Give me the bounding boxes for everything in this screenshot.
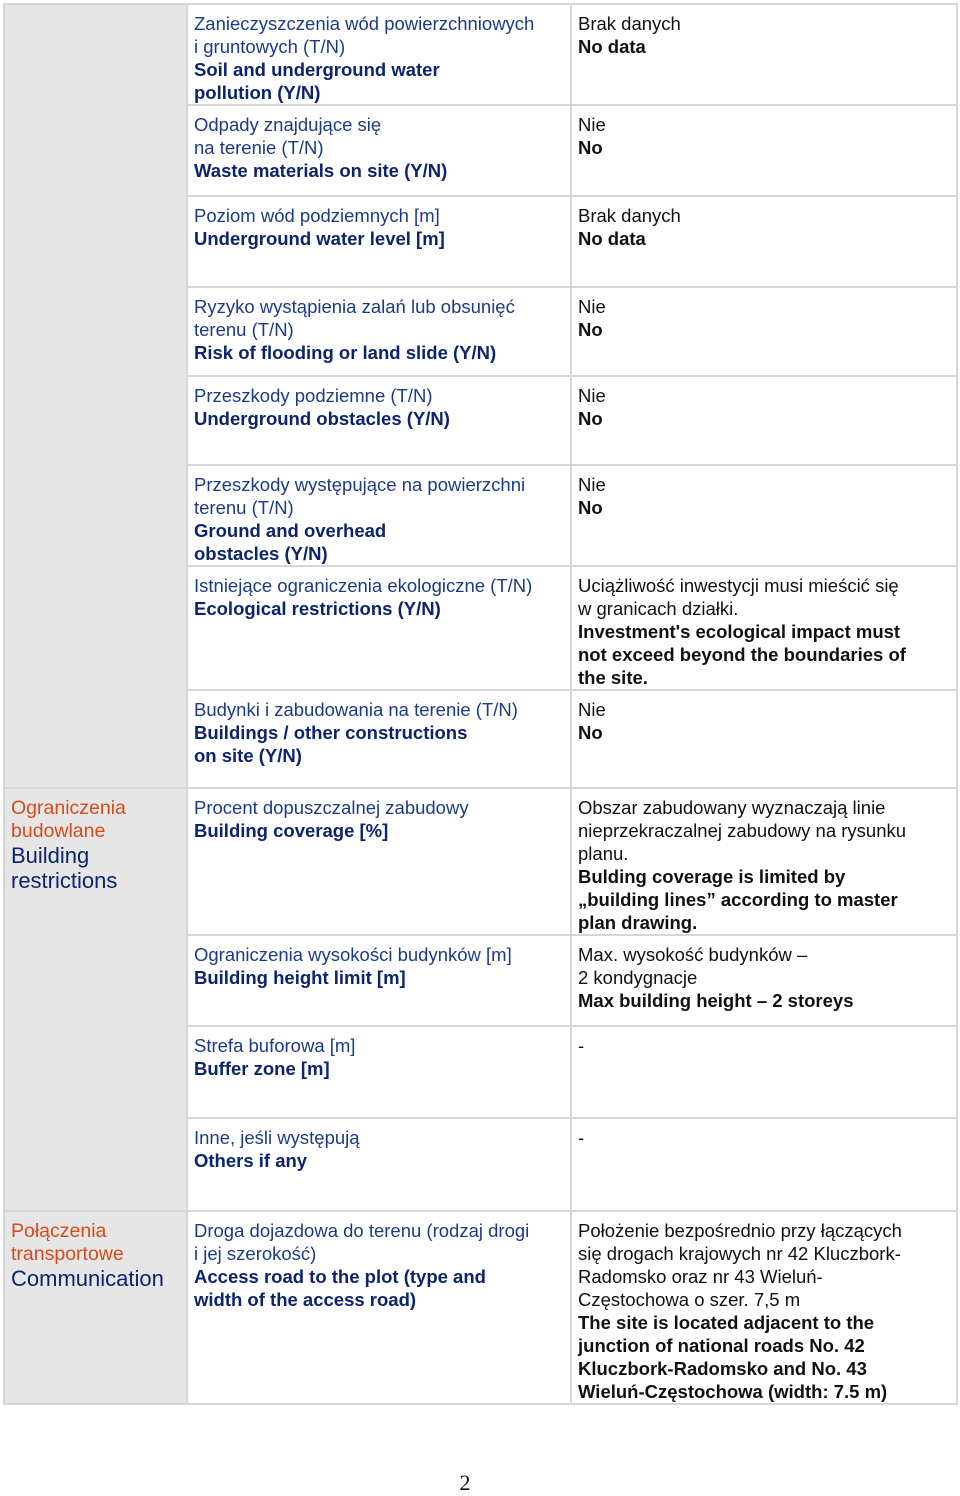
page-number: 2 — [459, 1470, 471, 1495]
value-en-line: No data — [578, 228, 646, 249]
value-pl-line: nieprzekraczalnej zabudowy na rysunku — [578, 820, 907, 841]
value-en-line: No — [578, 497, 603, 518]
value-cell — [571, 690, 957, 788]
value-pl-line: Radomsko oraz nr 43 Wieluń- — [578, 1266, 823, 1287]
parameter-en-line: width of the access road) — [194, 1289, 417, 1310]
value-pl-line: Brak danych — [578, 13, 681, 34]
parameter-cell — [187, 196, 571, 287]
value-en-line: junction of national roads No. 42 — [578, 1335, 865, 1356]
value-pl-line: Nie — [578, 474, 606, 495]
parameter-cell — [187, 376, 571, 465]
category-pl-line: transportowe — [11, 1243, 124, 1265]
category-cell — [4, 1211, 187, 1404]
parameter-cell — [187, 935, 571, 1026]
value-en-line: plan drawing. — [578, 912, 698, 933]
value-cell — [571, 465, 957, 566]
site-info-table — [3, 3, 958, 1405]
table-row — [4, 1211, 957, 1404]
value-en-line: not exceed beyond the boundaries of — [578, 644, 906, 665]
value-pl-line: - — [578, 1127, 585, 1148]
value-pl-line: Położenie bezpośrednio przy łączących — [578, 1220, 902, 1241]
parameter-cell — [187, 1118, 571, 1211]
value-cell — [571, 1118, 957, 1211]
parameter-cell — [187, 1026, 571, 1118]
parameter-en-line: Soil and underground water — [194, 59, 440, 80]
parameter-cell — [187, 566, 571, 690]
parameter-pl-line: terenu (T/N) — [194, 319, 294, 340]
parameter-en-line: on site (Y/N) — [194, 745, 302, 766]
value-cell — [571, 788, 957, 935]
value-pl-line: Uciążliwość inwestycji musi mieścić się — [578, 575, 899, 596]
category-pl-line: budowlane — [11, 820, 106, 842]
parameter-cell — [187, 105, 571, 196]
parameter-en-line: Building coverage [%] — [194, 820, 389, 841]
value-cell — [571, 4, 957, 105]
parameter-en-line: pollution (Y/N) — [194, 82, 321, 103]
value-en-line: the site. — [578, 667, 648, 688]
value-cell — [571, 1211, 957, 1404]
parameter-pl-line: Procent dopuszczalnej zabudowy — [194, 797, 469, 818]
parameter-en-line: obstacles (Y/N) — [194, 543, 328, 564]
parameter-cell — [187, 465, 571, 566]
category-en-line: Building — [11, 843, 90, 868]
category-cell — [4, 4, 187, 788]
parameter-pl-line: Przeszkody podziemne (T/N) — [194, 385, 433, 406]
value-en-line: Max building height – 2 storeys — [578, 990, 854, 1011]
value-en-line: Kluczbork-Radomsko and No. 43 — [578, 1358, 867, 1379]
parameter-cell — [187, 1211, 571, 1404]
value-pl-line: Częstochowa o szer. 7,5 m — [578, 1289, 801, 1310]
parameter-en-line: Others if any — [194, 1150, 308, 1171]
category-en-line: Communication — [11, 1266, 164, 1291]
parameter-en-line: Risk of flooding or land slide (Y/N) — [194, 342, 497, 363]
value-pl-line: Brak danych — [578, 205, 681, 226]
parameter-en-line: Waste materials on site (Y/N) — [194, 160, 448, 181]
value-pl-line: się drogach krajowych nr 42 Kluczbork- — [578, 1243, 901, 1264]
category-pl-line: Ograniczenia — [11, 797, 126, 819]
value-en-line: No data — [578, 36, 646, 57]
parameter-pl-line: terenu (T/N) — [194, 497, 294, 518]
parameter-pl-line: i jej szerokość) — [194, 1243, 317, 1264]
table-row — [4, 4, 957, 105]
value-en-line: No — [578, 722, 603, 743]
parameter-en-line: Buildings / other constructions — [194, 722, 468, 743]
value-pl-line: w granicach działki. — [578, 598, 739, 619]
parameter-cell — [187, 287, 571, 376]
value-pl-line: 2 kondygnacje — [578, 967, 698, 988]
value-cell — [571, 287, 957, 376]
parameter-cell — [187, 690, 571, 788]
value-cell — [571, 566, 957, 690]
value-pl-line: Nie — [578, 699, 606, 720]
parameter-en-line: Ground and overhead — [194, 520, 387, 541]
value-cell — [571, 376, 957, 465]
value-pl-line: Nie — [578, 296, 606, 317]
value-pl-line: Obszar zabudowany wyznaczają linie — [578, 797, 886, 818]
table-row — [4, 788, 957, 935]
value-cell — [571, 935, 957, 1026]
value-pl-line: Nie — [578, 114, 606, 135]
value-pl-line: Nie — [578, 385, 606, 406]
value-en-line: Investment's ecological impact must — [578, 621, 901, 642]
parameter-pl-line: Strefa buforowa [m] — [194, 1035, 356, 1056]
value-en-line: „building lines” according to master — [578, 889, 898, 910]
parameter-pl-line: Inne, jeśli występują — [194, 1127, 360, 1148]
parameter-cell — [187, 4, 571, 105]
parameter-pl-line: Ryzyko wystąpienia zalań lub obsunięć — [194, 296, 515, 317]
value-pl-line: - — [578, 1035, 585, 1056]
value-en-line: No — [578, 137, 603, 158]
value-en-line: No — [578, 319, 603, 340]
value-en-line: Wieluń-Częstochowa (width: 7.5 m) — [578, 1381, 888, 1402]
value-cell — [571, 1026, 957, 1118]
category-en-line: restrictions — [11, 868, 118, 893]
parameter-pl-line: Zanieczyszczenia wód powierzchniowych — [194, 13, 535, 34]
value-pl-line: Max. wysokość budynków – — [578, 944, 808, 965]
category-pl-line: Połączenia — [11, 1220, 107, 1242]
value-cell — [571, 196, 957, 287]
parameter-pl-line: Przeszkody występujące na powierzchni — [194, 474, 526, 495]
category-cell — [4, 788, 187, 1211]
parameter-pl-line: na terenie (T/N) — [194, 137, 324, 158]
parameter-pl-line: Droga dojazdowa do terenu (rodzaj drogi — [194, 1220, 530, 1241]
parameter-pl-line: Odpady znajdujące się — [194, 114, 382, 135]
parameter-cell — [187, 788, 571, 935]
parameter-en-line: Buffer zone [m] — [194, 1058, 330, 1079]
parameter-pl-line: Budynki i zabudowania na terenie (T/N) — [194, 699, 518, 720]
parameter-pl-line: Poziom wód podziemnych [m] — [194, 205, 440, 226]
parameter-en-line: Underground obstacles (Y/N) — [194, 408, 450, 429]
parameter-en-line: Underground water level [m] — [194, 228, 445, 249]
parameter-en-line: Access road to the plot (type and — [194, 1266, 486, 1287]
value-en-line: No — [578, 408, 603, 429]
value-en-line: Bulding coverage is limited by — [578, 866, 846, 887]
parameter-en-line: Ecological restrictions (Y/N) — [194, 598, 441, 619]
parameter-pl-line: Ograniczenia wysokości budynków [m] — [194, 944, 512, 965]
parameter-pl-line: i gruntowych (T/N) — [194, 36, 346, 57]
value-cell — [571, 105, 957, 196]
parameter-pl-line: Istniejące ograniczenia ekologiczne (T/N) — [194, 575, 533, 596]
value-en-line: The site is located adjacent to the — [578, 1312, 875, 1333]
parameter-en-line: Building height limit [m] — [194, 967, 406, 988]
value-pl-line: planu. — [578, 843, 629, 864]
